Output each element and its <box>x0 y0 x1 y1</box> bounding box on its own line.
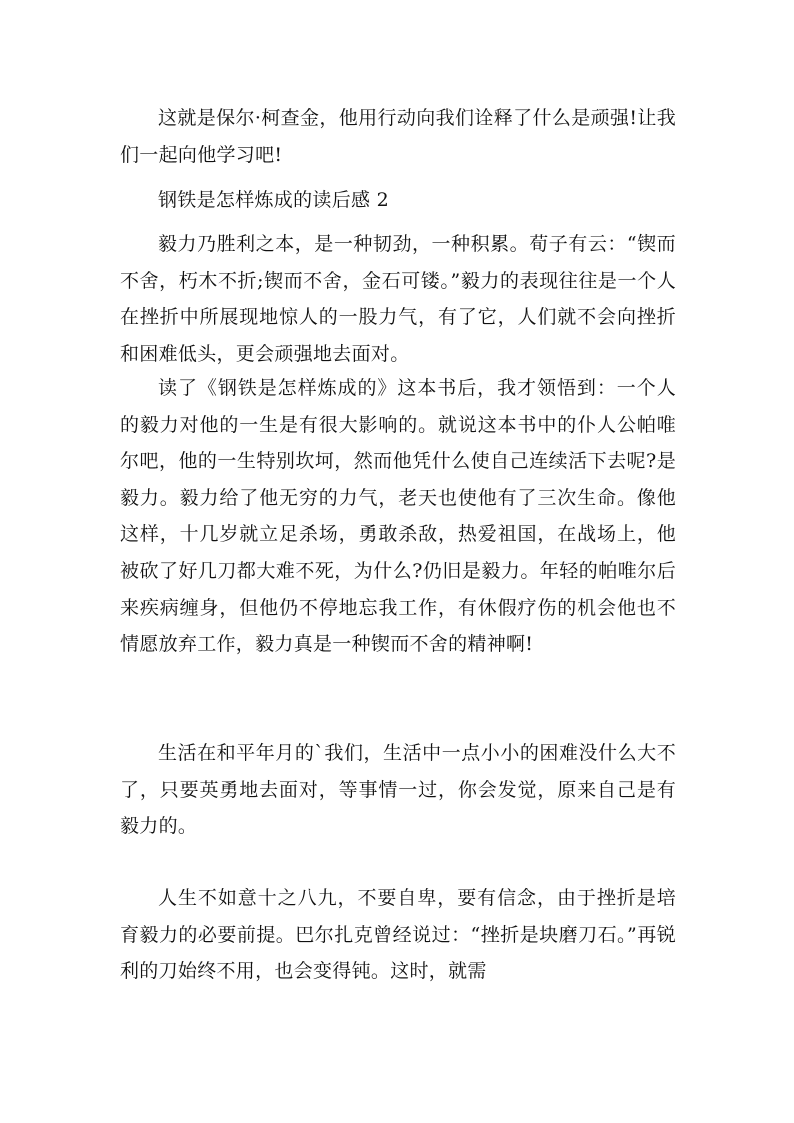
paragraph-setbacks: 人生不如意十之八九，不要自卑，要有信念，由于挫折是培育毅力的必要前提。巴尔扎克曾经说过：“挫折是块磨刀石。”再锐利的刀始终不用，也会变得钝。这时，就需 <box>120 887 676 983</box>
paragraph-conclusion: 这就是保尔·柯查金，他用行动向我们诠释了什么是顽强!让我们一起向他学习吧! <box>120 107 676 166</box>
paragraph-book-reflection: 读了《钢铁是怎样炼成的》这本书后，我才领悟到：一个人的毅力对他的一生是有很大影响的。就说这本书中的仆人公帕唯尔吧，他的一生特别坎坷，然而他凭什么使自己连续活下去呢?是毅力。毅力给了他无穷的力气，老天也使他有了三次生命。像他这样，十几岁就立足杀场，勇敢杀敌，热爱祖国，在战场上，他被砍了好几刀都大难不死，为什么?仍旧是毅力。年轻的帕唯尔后来疾病缠身，但他仍不停地忘我工作，有休假疗伤的机会他也不情愿放弃工作，毅力真是一种锲而不舍的精神啊! <box>120 377 676 656</box>
paragraph-perseverance-intro: 毅力乃胜利之本，是一种韧劲，一种积累。荀子有云：“锲而不舍，朽木不折;锲而不舍，金石可镂。”毅力的表现往往是一个人在挫折中所展现地惊人的一股力气，有了它，人们就不会向挫折和困难低头，更会顽强地去面对。 <box>120 233 676 365</box>
section-heading: 钢铁是怎样炼成的读后感 2 <box>158 189 390 211</box>
paragraph-peaceful-life: 生活在和平年月的`我们，生活中一点小小的困难没什么大不了，只要英勇地去面对，等事情一过，你会发觉，原来自己是有毅力的。 <box>120 742 676 838</box>
